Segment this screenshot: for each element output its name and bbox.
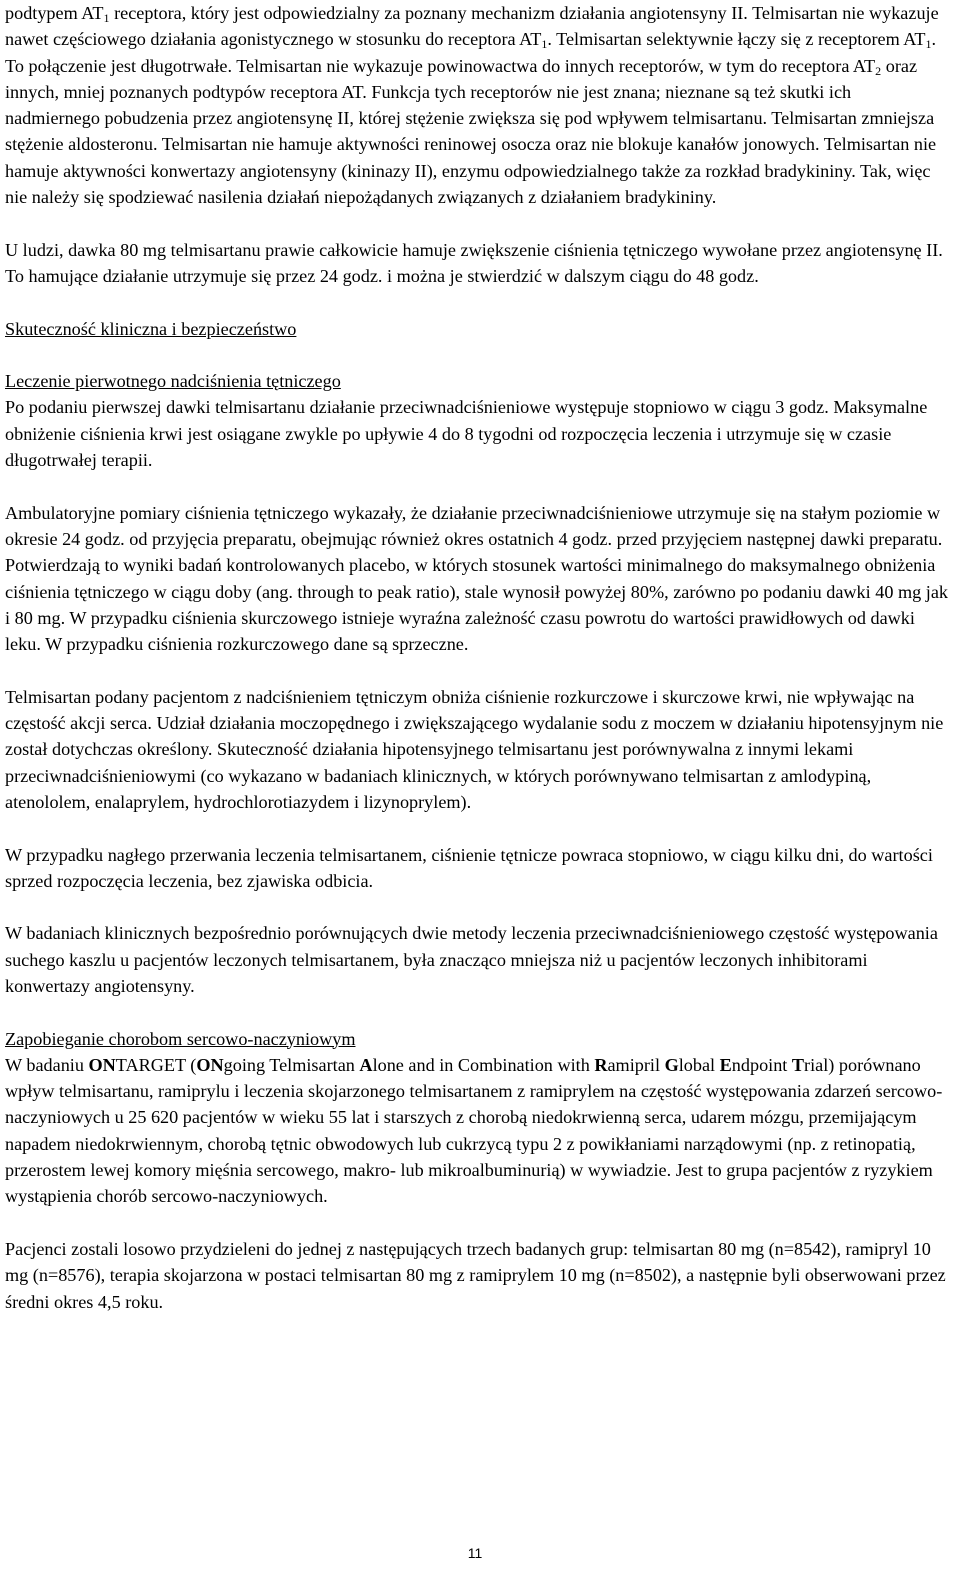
paragraph-dry-cough: W badaniach klinicznych bezpośrednio porównujących dwie metody leczenia przeciwnadciśnieniowego częstość występowania suchego kaszlu u pacjentów leczonych telmisartanem, była znacząco mniejsza niż u pacjentów leczonych inhibitorami konwertazy angiotensyny. bbox=[5, 923, 938, 996]
paragraph-blood-pressure-effect: Telmisartan podany pacjentom z nadciśnieniem tętniczym obniża ciśnienie rozkurczowe i skurczowe krwi, nie wpływając na częstość akcji serca. Udział działania moczopędnego i zwiększającego wydalanie sodu z moczem w działaniu hipotensyjnym nie został dotychczas określony. Skuteczność działania hipotensyjnego telmisartanu jest porównywalna z innymi lekami przeciwnadciśnieniowymi (co wykazano w badaniach klinicznych, w których porównywano telmisartan z amlodypiną, atenololem, enalaprylem, hydrochlorotiazydem i lizynoprylem). bbox=[5, 686, 944, 812]
paragraph-receptor-mechanism: podtypem $AT_1$ receptora, który jest odpowiedzialny za poznany mechanizm działania angiotensyny II. Telmisartan nie wykazuje nawet częściowego działania agonistycznego w stosunku do receptora $AT_1$. Telmisartan selektywnie łączy się z receptorem $AT_1$. To połączenie jest długotrwałe. Telmisartan nie wykazuje powinowactwa do innych receptorów, w tym do receptora $AT_2$ oraz innych, mniej poznanych podtypów receptora AT. Funkcja tych receptorów nie jest znana; nieznane są też skutki ich nadmiernego pobudzenia przez angiotensynę II, której stężenie zwiększa się pod wpływem telmisartanu. Telmisartan zmniejsza stężenie aldosteronu. Telmisartan nie hamuje aktywności reninowej osocza oraz nie blokuje kanałów jonowych. Telmisartan nie hamuje aktywności konwertazy angiotensyny (kininazy II), enzymu odpowiedzialnego także za rozkład bradykininy. Tak, więc nie należy się spodziewać nasilenia działań niepożądanych związanych z działaniem bradykininy. bbox=[5, 3, 939, 208]
paragraph-ontarget-study: W badaniu ONTARGET (ONgoing Telmisartan Alone and in Combination with Ramipril Global Endpoint Trial) porównano wpływ telmisartanu, ramiprylu i leczenia skojarzonego telmisartanem z ramiprylem na częstość występowania zdarzeń sercowo-naczyniowych u 25 620 pacjentów w wieku 55 lat i starszych z chorobą niedokrwienną serca, udarem mózgu, przemijającym napadem niedokrwiennym, chorobą tętnic obwodowych lub cukrzycą typu 2 z powikłaniami narządowymi (np. z retinopatią, przerostem lewej komory mięśnia sercowego, makro- lub mikroalbuminurią) w wywiadzie. Jest to grupa pacjentów z ryzykiem wystąpienia chorób sercowo-naczyniowych. bbox=[5, 1054, 943, 1207]
subheading-primary-hypertension: Leczenie pierwotnego nadciśnienia tętniczego bbox=[5, 371, 341, 392]
page-number: 11 bbox=[467, 1545, 483, 1561]
paragraph-ambulatory-measurements: Ambulatoryjne pomiary ciśnienia tętniczego wykazały, że działanie przeciwnadciśnieniowe utrzymuje się na stałym poziomie w okresie 24 godz. od przyjęcia preparatu, obejmując również okres ostatnich 4 godz. przed przyjęciem następnej dawki preparatu. Potwierdzają to wyniki badań kontrolowanych placebo, w których stosunek wartości minimalnego do maksymalnego obniżenia ciśnienia tętniczego w ciągu doby (ang. through to peak ratio), stale wynosił powyżej 80%, zarówno po podaniu dawki 40 mg jak i 80 mg. W przypadku ciśnienia skurczowego istnieje wyraźna zależność czasu powrotu do wartości prawidłowych od dawki leku. W przypadku ciśnienia rozkurczowego dane są sprzeczne. bbox=[5, 502, 948, 655]
subheading-cardiovascular-prevention: Zapobieganie chorobom sercowo-naczyniowym bbox=[5, 1028, 356, 1049]
section-heading-efficacy-safety: Skuteczność kliniczna i bezpieczeństwo bbox=[5, 318, 297, 339]
paragraph-onset-of-action: Po podaniu pierwszej dawki telmisartanu działanie przeciwnadciśnieniowe występuje stopniowo w ciągu 3 godz. Maksymalne obniżenie ciśnienia krwi jest osiągane zwykle po upływie 4 do 8 tygodni od rozpoczęcia leczenia i utrzymuje się w czasie długotrwałej terapii. bbox=[5, 397, 928, 471]
paragraph-discontinuation: W przypadku nagłego przerwania leczenia telmisartanem, ciśnienie tętnicze powraca stopniowo, w ciągu kilku dni, do wartości sprzed rozpoczęcia leczenia, bez zjawiska odbicia. bbox=[5, 844, 933, 891]
document-page bbox=[5, 0, 950, 1315]
paragraph-dose-effect: U ludzi, dawka 80 mg telmisartanu prawie całkowicie hamuje zwiększenie ciśnienia tętniczego wywołane przez angiotensynę II. To hamujące działanie utrzymuje się przez 24 godz. i można je stwierdzić w dalszym ciągu do 48 godz. bbox=[5, 239, 943, 286]
paragraph-randomization: Pacjenci zostali losowo przydzieleni do jednej z następujących trzech badanych grup: telmisartan 80 mg (n=8542), ramipryl 10 mg (n=8576), terapia skojarzona w postaci telmisartan 80 mg z ramiprylem 10 mg (n=8502), a następnie byli obserwowani przez średni okres 4,5 roku. bbox=[5, 1238, 946, 1312]
